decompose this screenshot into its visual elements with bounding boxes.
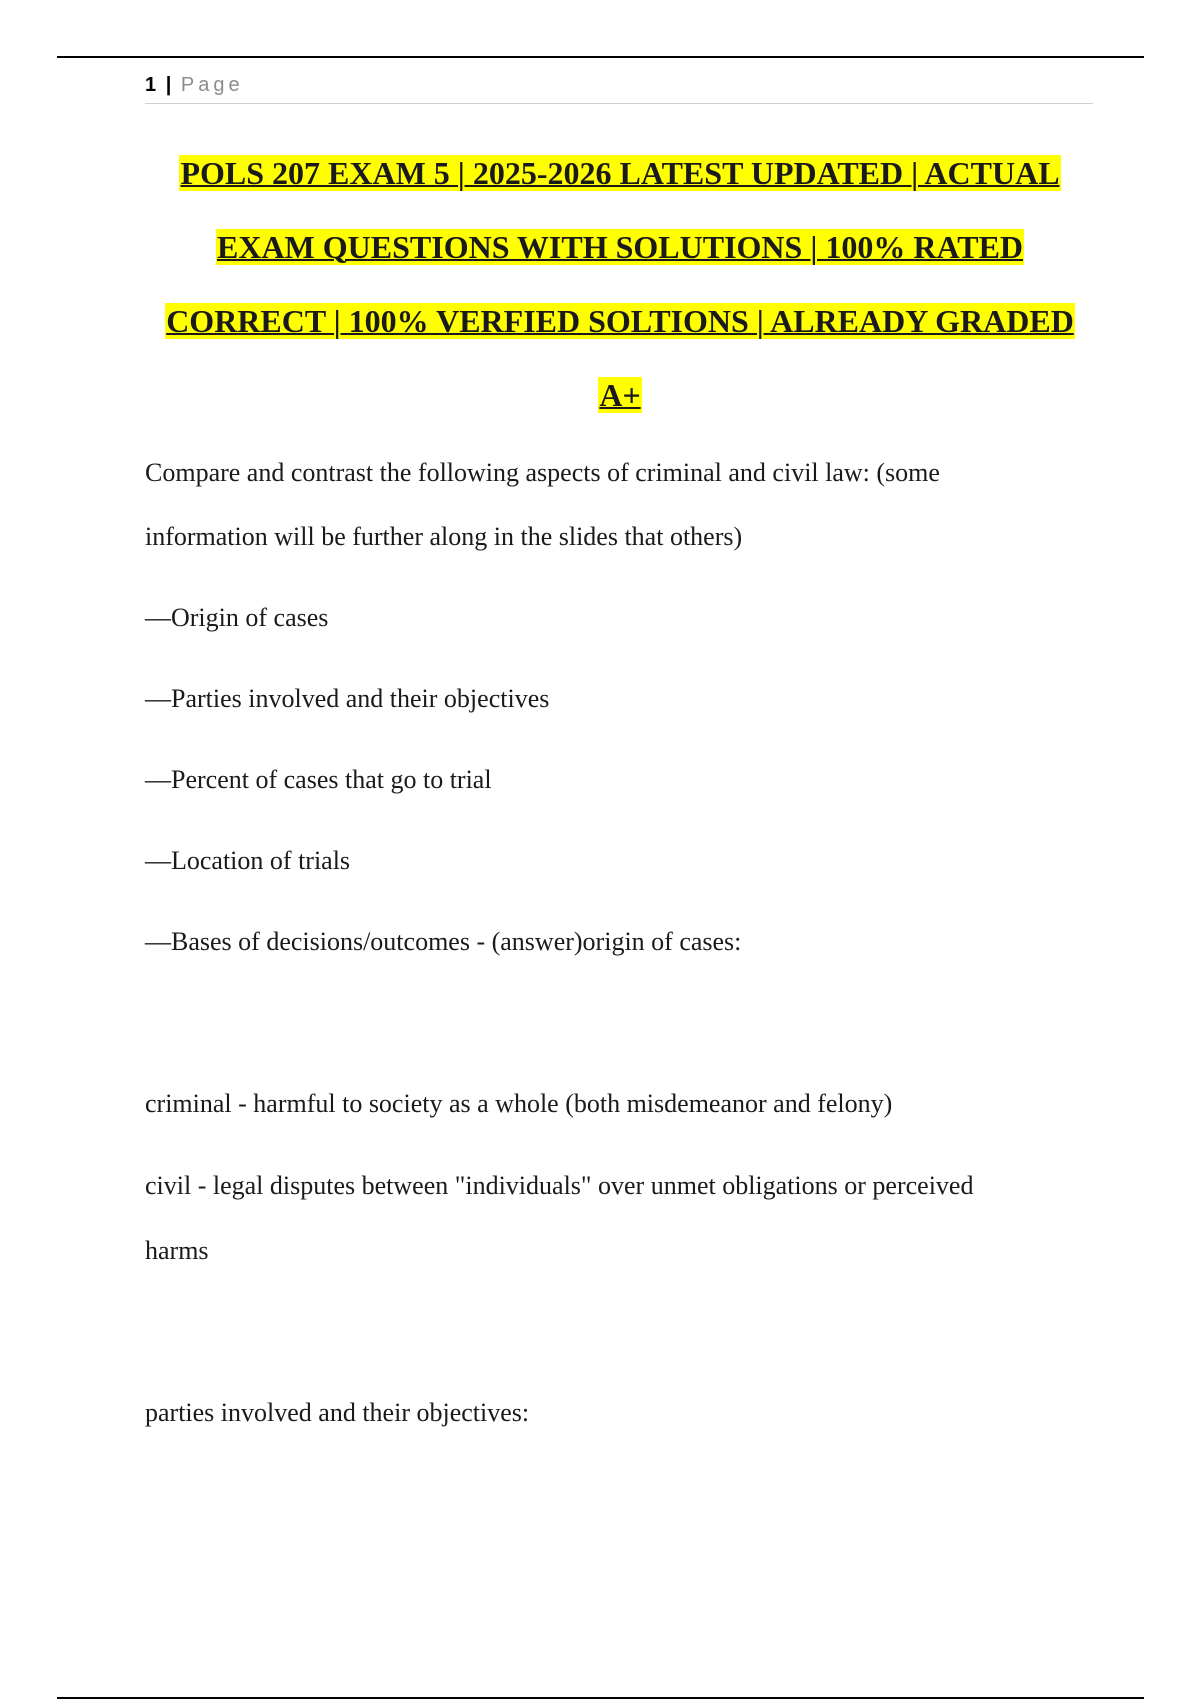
title-line-3: CORRECT | 100% VERFIED SOLTIONS | ALREADY GRADED [166,303,1074,339]
title-line-4: A+ [599,377,641,413]
bottom-rule [57,1697,1144,1699]
list-item-parties: —Parties involved and their objectives [145,684,550,713]
list-item-bases: —Bases of decisions/outcomes - (answer)origin of cases: [145,927,742,956]
page-header [145,74,1093,104]
answer-civil-line-1: civil - legal disputes between "individuals" over unmet obligations or perceived [145,1171,974,1200]
top-rule [57,56,1144,58]
page-separator: | [165,74,172,96]
page-label: Page [180,74,244,96]
page-number: 1 [145,74,157,96]
list-item-location: —Location of trials [145,846,351,875]
parties-heading: parties involved and their objectives: [145,1398,530,1427]
answer-civil-line-2: harms [145,1236,209,1265]
title-line-2: EXAM QUESTIONS WITH SOLUTIONS | 100% RATED [216,229,1024,265]
list-item-origin: —Origin of cases [145,603,329,632]
title-line-1: POLS 207 EXAM 5 | 2025-2026 LATEST UPDATED | ACTUAL [180,155,1060,191]
document-title [140,136,1100,432]
question-line-1: Compare and contrast the following aspects of criminal and civil law: (some [145,458,940,487]
question-line-2: information will be further along in the slides that others) [145,522,743,551]
answer-criminal: criminal - harmful to society as a whole (both misdemeanor and felony) [145,1089,893,1118]
list-item-percent: —Percent of cases that go to trial [145,765,492,794]
